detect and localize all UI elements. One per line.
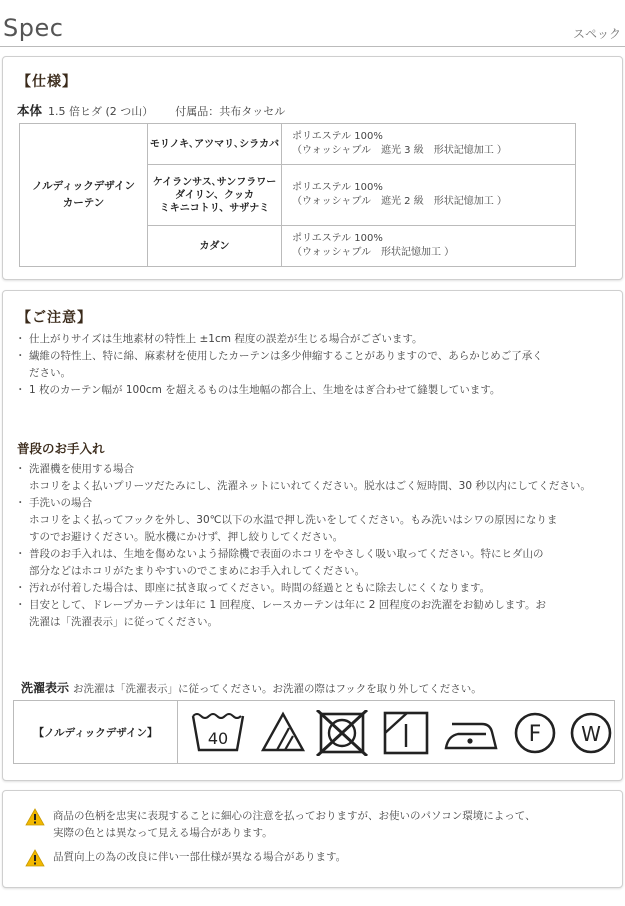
list-item: すのでお避けください。脱水機にかけず、押し絞りしてください。: [29, 531, 344, 543]
wet-clean-w-icon: [568, 710, 614, 756]
material-cell: [282, 165, 576, 226]
bleach-oxygen-icon: [260, 710, 306, 754]
list-item: ホコリをよく払ってフックを外し、30℃以下の水温で押し洗いをしてください。もみ洗いはシワの原因になりま: [29, 514, 558, 526]
list-item: ・ 手洗いの場合: [17, 495, 591, 512]
list-item: 部分などはホコリがたまりやすいのでこまめにお手入れしてください。: [29, 565, 365, 577]
list-item: ・ 普段のお手入れは、生地を傷めないよう掃除機で表面のホコリをやさしく吸い取ってください。特にヒダ山の: [17, 546, 591, 563]
pattern-name: カダン: [199, 240, 230, 252]
caution-list: [17, 331, 543, 399]
spec-heading: 【仕様】: [17, 74, 77, 90]
page-subtitle: スペック: [572, 27, 621, 41]
table-row: [20, 124, 576, 165]
main-body-label: 本体: [17, 103, 43, 118]
wash-header: [21, 679, 482, 696]
caution-panel: [2, 290, 623, 781]
spec-panel: [2, 56, 623, 280]
main-body-row: [17, 101, 285, 119]
notice-line: 品質向上の為の改良に伴い一部仕様が異なる場合があります。: [53, 851, 347, 863]
list-item: ホコリをよく払いプリーツだたみにし、洗濯ネットにいれてください。脱水はごく短時間、30 秒以内にしてください。: [29, 480, 591, 492]
notice-item: [25, 808, 536, 842]
wet-clean-letter: W: [581, 722, 601, 746]
caution-heading: 【ご注意】: [17, 310, 92, 326]
page-header: [0, 0, 625, 48]
pattern-name: モリノキ､アツマリ､シラカバ: [149, 138, 280, 150]
material-line: ポリエステル 100%: [292, 182, 383, 193]
wash-note: お洗濯は「洗濯表示」に従ってください。お洗濯の際はフックを取り外してください。: [73, 683, 482, 695]
list-item: ・ 繊維の特性上、特に綿、麻素材を使用したカーテンは多少伸縮することがありますので、あらかじめご了承く: [17, 348, 543, 365]
spec-table: [19, 123, 576, 267]
list-item: ださい。: [29, 367, 71, 379]
wash-design-label: 【ノルディックデザイン】: [14, 701, 178, 763]
dry-clean-letter: F: [528, 722, 542, 747]
pattern-name: ミキニコトリ、サザナミ: [159, 202, 270, 214]
warning-icon: [25, 808, 45, 826]
material-cell: [282, 226, 576, 267]
drip-dry-shade-icon: [382, 710, 430, 756]
page-title: Spec: [3, 14, 64, 42]
pattern-name: ダイリン、クッカ: [175, 189, 254, 201]
pattern-cell: [148, 165, 282, 226]
header-divider: [0, 46, 625, 47]
list-item: ・ 洗濯機を使用する場合: [17, 461, 591, 478]
wash-label: 洗濯表示: [21, 681, 70, 695]
design-name-line: カーテン: [62, 197, 105, 209]
care-list: [17, 461, 591, 631]
material-line: （ウォッシャブル 遮光 3 級 形状記憶加工 ）: [292, 145, 507, 156]
list-item: ・ 目安として、ドレープカーテンは年に 1 回程度、レースカーテンは年に 2 回程度のお洗濯をお勧めします。お: [17, 597, 591, 614]
notice-line: 商品の色柄を忠実に表現することに細心の注意を払っておりますが、お使いのパソコン環境によって、: [53, 810, 536, 822]
material-cell: [282, 124, 576, 165]
no-tumble-dry-icon: [316, 710, 368, 756]
notice-line: 実際の色とは異なって見える場合があります。: [53, 827, 273, 839]
list-item: ・ 仕上がりサイズは生地素材の特性上 ±1cm 程度の誤差が生じる場合がございます。: [17, 331, 543, 348]
iron-low-icon: [442, 710, 500, 754]
material-line: ポリエステル 100%: [292, 131, 383, 142]
wash-symbol-table: [13, 700, 615, 764]
material-line: （ウォッシャブル 形状記憶加工 ）: [292, 247, 455, 258]
design-name-cell: [20, 124, 148, 267]
material-line: ポリエステル 100%: [292, 233, 383, 244]
list-item: ・ 汚れが付着した場合は、即座に拭き取ってください。時間の経過とともに除去しにくくなります。: [17, 580, 591, 597]
dry-clean-f-icon: [512, 710, 558, 756]
notice-panel: [2, 790, 623, 888]
wash-40-icon: [190, 710, 246, 754]
wash-temp: 40: [207, 729, 229, 748]
care-heading: 普段のお手入れ: [17, 441, 105, 456]
accessory-text: 付属品：共布タッセル: [175, 105, 286, 118]
notice-item: [25, 849, 346, 866]
material-line: （ウォッシャブル 遮光 2 級 形状記憶加工 ）: [292, 196, 507, 207]
list-item: ・ 1 枚のカーテン幅が 100cm を超えるものは生地幅の都合上、生地をはぎ合わせて縫製しています。: [17, 382, 543, 399]
main-body-text: 1.5 倍ヒダ (2 つ山）: [48, 105, 154, 118]
pattern-cell: [148, 124, 282, 165]
pattern-name: ケイランサス､サンフラワー: [152, 176, 277, 188]
design-name-line: ノルディックデザイン: [31, 180, 135, 192]
pattern-cell: [148, 226, 282, 267]
list-item: 洗濯は「洗濯表示」に従ってください。: [29, 616, 218, 628]
warning-icon: [25, 849, 45, 867]
